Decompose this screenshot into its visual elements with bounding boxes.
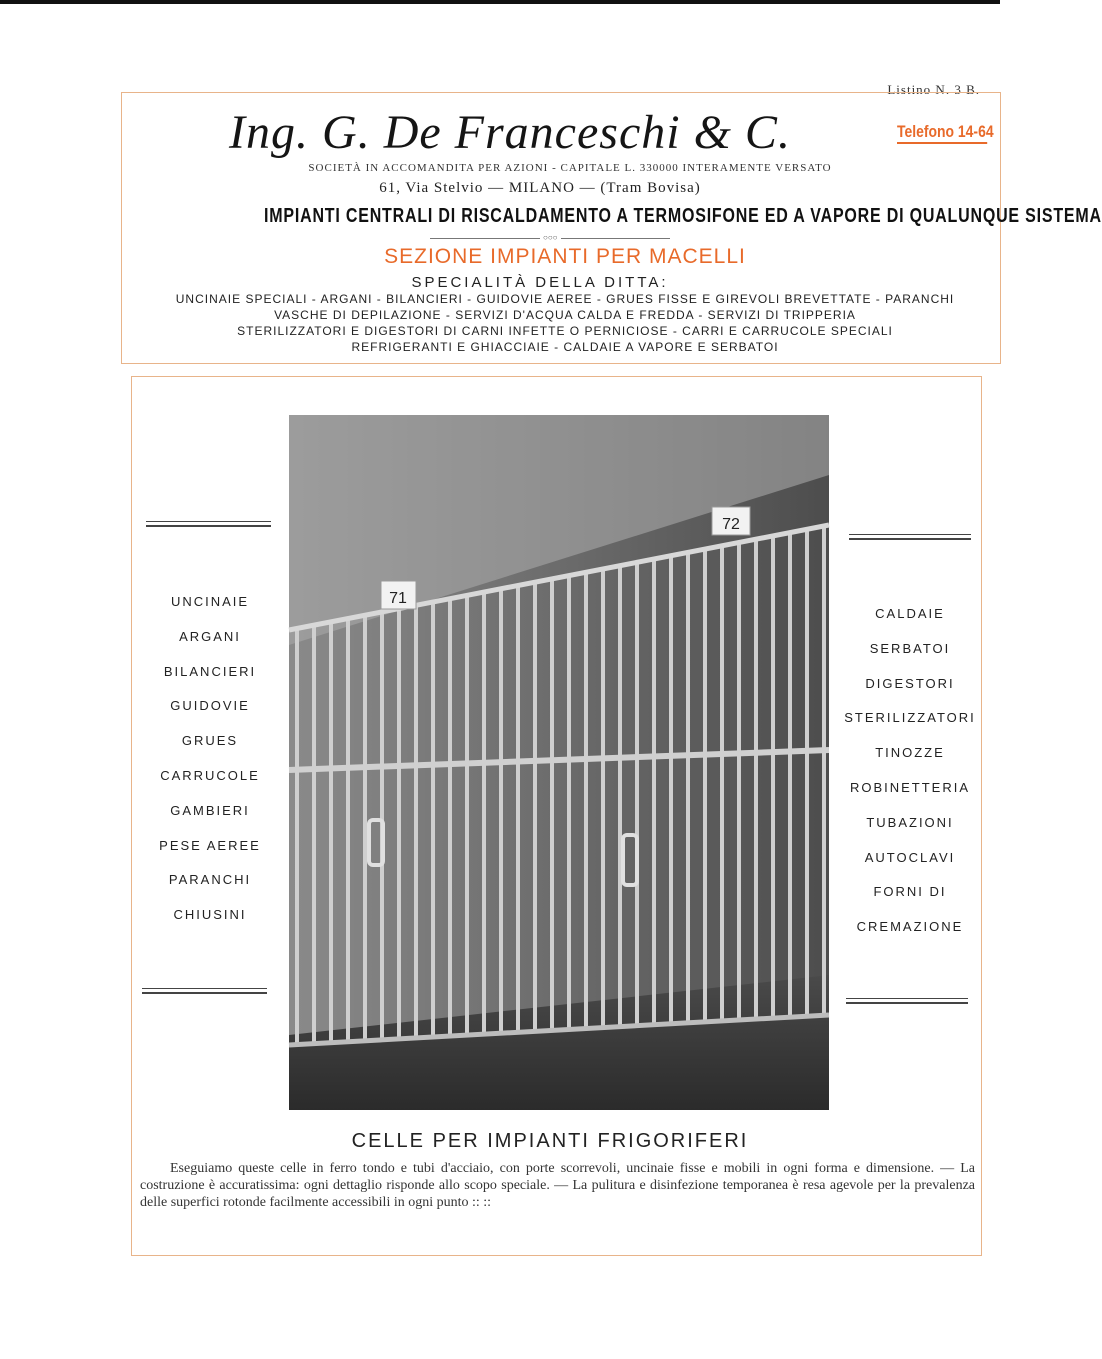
left-bottom-rule	[142, 988, 267, 994]
left-product-list	[150, 592, 270, 940]
specialita-list	[170, 291, 960, 355]
left-list-item: CHIUSINI	[173, 907, 247, 923]
right-list-item: FORNI DI	[873, 884, 947, 900]
right-list-item: STERILIZZATORI	[844, 710, 976, 726]
cell-number-71: 71	[389, 590, 407, 607]
left-list-item: ARGANI	[179, 628, 241, 644]
left-list-item: PARANCHI	[168, 872, 252, 888]
company-name: Ing. G. De Franceschi & C.	[229, 106, 791, 159]
societa-line: SOCIETÀ IN ACCOMANDITA PER AZIONI - CAPITALE L. 330000 INTERAMENTE VERSATO	[308, 162, 832, 174]
spec-line: VASCHE DI DEPILAZIONE - SERVIZI D'ACQUA CALDA E FREDDA - SERVIZI DI TRIPPERIA	[274, 308, 856, 322]
header-divider	[430, 233, 670, 242]
top-edge-bar	[0, 0, 1000, 4]
specialita-heading: SPECIALITÀ DELLA DITTA:	[411, 274, 669, 291]
right-list-item: CALDAIE	[875, 606, 945, 621]
left-list-item: GRUES	[181, 733, 239, 749]
right-list-item: CREMAZIONE	[856, 919, 964, 935]
sezione-heading: SEZIONE IMPIANTI PER MACELLI	[384, 245, 746, 268]
telefono-label: Telefono 14-64	[897, 122, 987, 144]
right-list-item: TINOZZE	[875, 745, 945, 761]
cold-storage-cells-photo	[289, 415, 829, 1110]
left-list-item: UNCINAIE	[170, 594, 250, 609]
right-list-item: AUTOCLAVI	[864, 849, 956, 865]
right-product-list	[840, 604, 980, 952]
listino-number: Listino N. 3 B.	[887, 82, 980, 97]
impianti-heading: IMPIANTI CENTRALI DI RISCALDAMENTO A TERMOSIFONE ED A VAPORE DI QUALUNQUE SISTEMA	[264, 205, 1102, 227]
left-list-item: CARRUCOLE	[160, 767, 260, 783]
spec-line: REFRIGERANTI E GHIACCIAIE - CALDAIE A VAPORE E SERBATOI	[351, 340, 779, 354]
right-top-rule	[849, 534, 971, 540]
left-list-item: GAMBIERI	[170, 802, 250, 818]
spec-line: STERILIZZATORI E DIGESTORI DI CARNI INFETTE O PERNICIOSE - CARRI E CARRUCOLE SPECIALI	[237, 324, 893, 338]
caption-text: Eseguiamo queste celle in ferro tondo e tubi d'acciaio, con porte scorrevoli, uncinaie fisse e mobili in ogni forma e dimensione. — La costruzione è accuratissima: ogni dettaglio risponde allo scopo speciale. — La pulitura e disinfezione temporanea è resa agevole per la prevalenza delle superfici rotonde facilmente accessibili in ogni punto :: ::	[140, 1161, 975, 1210]
cells-illustration	[289, 415, 829, 1110]
left-list-item: BILANCIERI	[163, 663, 257, 679]
right-list-item: DIGESTORI	[865, 675, 955, 691]
right-list-item: SERBATOI	[869, 640, 951, 656]
right-list-item: TUBAZIONI	[866, 814, 954, 830]
cell-number-72: 72	[722, 516, 740, 533]
divider-mark: ○○○	[540, 233, 561, 242]
address-line: 61, Via Stelvio — MILANO — (Tram Bovisa)	[379, 180, 701, 196]
left-top-rule	[146, 521, 271, 527]
right-list-item: ROBINETTERIA	[849, 779, 971, 795]
right-bottom-rule	[846, 998, 968, 1004]
caption-title: CELLE PER IMPIANTI FRIGORIFERI	[351, 1130, 749, 1152]
spec-line: UNCINAIE SPECIALI - ARGANI - BILANCIERI - GUIDOVIE AEREE - GRUES FISSE E GIREVOLI BREVETTATE - PARANCHI	[175, 292, 955, 306]
left-list-item: GUIDOVIE	[170, 698, 250, 714]
left-list-item: PESE AEREE	[159, 837, 261, 853]
